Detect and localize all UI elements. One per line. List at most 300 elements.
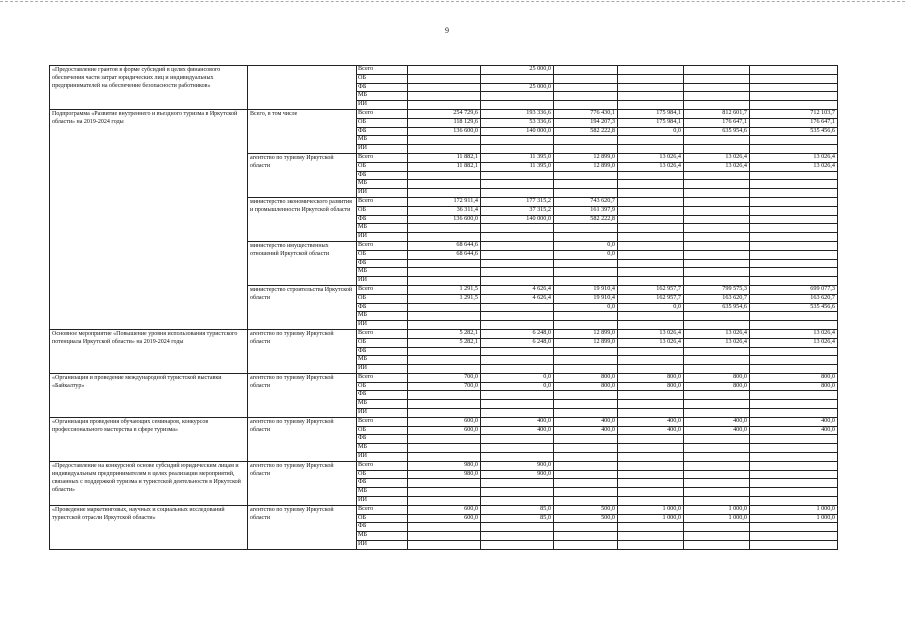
amount-cell xyxy=(684,312,750,321)
amount-cell xyxy=(408,409,481,418)
funding-source-cell: ФБ xyxy=(357,391,408,400)
program-name-cell: Подпрограмма «Развитие внутреннего и въездного туризма в Иркутской области» на 2019-2024 годы xyxy=(50,109,248,329)
amount-cell xyxy=(750,479,838,488)
amount-cell xyxy=(618,197,684,206)
amount-cell xyxy=(750,347,838,356)
amount-cell xyxy=(408,92,481,101)
funding-source-cell: ФБ xyxy=(357,435,408,444)
amount-cell: 1 000,0 xyxy=(618,514,684,523)
amount-cell xyxy=(554,321,618,330)
amount-cell xyxy=(408,303,481,312)
amount-cell xyxy=(554,312,618,321)
amount-cell xyxy=(684,347,750,356)
amount-cell xyxy=(481,321,554,330)
amount-cell: 193 336,6 xyxy=(481,109,554,118)
amount-cell xyxy=(684,136,750,145)
amount-cell: 11 395,0 xyxy=(481,153,554,162)
executor-cell: агентство по туризму Иркутской области xyxy=(248,461,357,505)
amount-cell xyxy=(408,83,481,92)
amount-cell: 0,0 xyxy=(554,303,618,312)
amount-cell xyxy=(481,101,554,110)
amount-cell: 500,0 xyxy=(554,505,618,514)
amount-cell xyxy=(481,400,554,409)
executor-cell: агентство по туризму Иркутской области xyxy=(248,417,357,461)
amount-cell: 12 899,0 xyxy=(554,162,618,171)
amount-cell: 37 315,2 xyxy=(481,206,554,215)
amount-cell: 400,0 xyxy=(684,426,750,435)
amount-cell xyxy=(554,171,618,180)
amount-cell xyxy=(618,92,684,101)
amount-cell xyxy=(408,444,481,453)
amount-cell xyxy=(554,365,618,374)
amount-cell xyxy=(750,532,838,541)
amount-cell xyxy=(554,277,618,286)
amount-cell xyxy=(408,224,481,233)
amount-cell xyxy=(408,541,481,550)
table-row xyxy=(50,505,838,514)
funding-source-cell: ФБ xyxy=(357,127,408,136)
amount-cell: 19 910,4 xyxy=(554,294,618,303)
funding-source-cell: МБ xyxy=(357,180,408,189)
amount-cell xyxy=(684,92,750,101)
amount-cell xyxy=(750,224,838,233)
amount-cell xyxy=(481,391,554,400)
funding-source-cell: ФБ xyxy=(357,171,408,180)
amount-cell xyxy=(408,233,481,242)
amount-cell: 582 222,8 xyxy=(554,215,618,224)
amount-cell xyxy=(554,400,618,409)
funding-source-cell: МБ xyxy=(357,224,408,233)
amount-cell xyxy=(750,101,838,110)
amount-cell xyxy=(684,488,750,497)
amount-cell xyxy=(618,215,684,224)
executor-cell: министерство имущественных отношений Иркутской области xyxy=(248,241,357,285)
amount-cell: 600,0 xyxy=(408,505,481,514)
page-number: 9 xyxy=(445,26,449,35)
amount-cell xyxy=(408,488,481,497)
amount-cell xyxy=(408,391,481,400)
amount-cell xyxy=(481,277,554,286)
amount-cell xyxy=(618,409,684,418)
amount-cell xyxy=(750,277,838,286)
amount-cell: 162 957,7 xyxy=(618,285,684,294)
amount-cell: 13 026,4 xyxy=(618,153,684,162)
amount-cell xyxy=(408,365,481,374)
amount-cell xyxy=(684,391,750,400)
amount-cell: 68 644,6 xyxy=(408,250,481,259)
amount-cell xyxy=(684,215,750,224)
amount-cell xyxy=(554,541,618,550)
amount-cell: 5 282,1 xyxy=(408,329,481,338)
amount-cell: 254 729,6 xyxy=(408,109,481,118)
amount-cell xyxy=(554,83,618,92)
amount-cell: 800,0 xyxy=(750,382,838,391)
amount-cell xyxy=(408,268,481,277)
amount-cell xyxy=(618,180,684,189)
executor-cell xyxy=(248,66,357,110)
amount-cell xyxy=(750,180,838,189)
amount-cell xyxy=(750,541,838,550)
amount-cell: 535 456,6 xyxy=(750,303,838,312)
amount-cell xyxy=(481,312,554,321)
amount-cell xyxy=(750,453,838,462)
funding-source-cell: ОБ xyxy=(357,470,408,479)
amount-cell xyxy=(618,461,684,470)
amount-cell xyxy=(554,233,618,242)
amount-cell xyxy=(618,321,684,330)
amount-cell xyxy=(554,136,618,145)
amount-cell xyxy=(408,435,481,444)
amount-cell xyxy=(618,171,684,180)
amount-cell xyxy=(554,145,618,154)
amount-cell: 12 899,0 xyxy=(554,338,618,347)
amount-cell xyxy=(684,66,750,75)
program-name-cell: «Проведение маркетинговых, научных и социальных исследований туристской отрасли Иркутской области» xyxy=(50,505,248,549)
executor-cell: агентство по туризму Иркутской области xyxy=(248,373,357,417)
executor-cell: министерство строительства Иркутской области xyxy=(248,285,357,329)
amount-cell xyxy=(684,259,750,268)
funding-source-cell: Всего xyxy=(357,329,408,338)
amount-cell: 13 026,4 xyxy=(618,162,684,171)
amount-cell: 6 248,0 xyxy=(481,329,554,338)
funding-source-cell: Всего xyxy=(357,417,408,426)
amount-cell: 163 620,7 xyxy=(684,294,750,303)
amount-cell xyxy=(408,171,481,180)
program-name-cell: «Предоставление грантов в форме субсидий в целях финансового обеспечения части затрат юридических лиц и индивидуальных предпринимателей на обеспечение безопасности работников» xyxy=(50,66,248,110)
amount-cell xyxy=(684,74,750,83)
funding-source-cell: Всего xyxy=(357,153,408,162)
amount-cell xyxy=(481,189,554,198)
table-row xyxy=(50,66,838,75)
amount-cell xyxy=(750,523,838,532)
amount-cell xyxy=(750,215,838,224)
amount-cell xyxy=(408,180,481,189)
amount-cell xyxy=(481,497,554,506)
amount-cell: 4 626,4 xyxy=(481,294,554,303)
amount-cell xyxy=(618,523,684,532)
amount-cell: 176 647,1 xyxy=(684,118,750,127)
amount-cell: 25 000,0 xyxy=(481,83,554,92)
amount-cell: 582 222,8 xyxy=(554,127,618,136)
amount-cell xyxy=(750,435,838,444)
amount-cell xyxy=(684,101,750,110)
funding-source-cell: ФБ xyxy=(357,259,408,268)
funding-source-cell: ФБ xyxy=(357,215,408,224)
amount-cell: 1 000,0 xyxy=(684,505,750,514)
amount-cell xyxy=(684,206,750,215)
amount-cell xyxy=(554,66,618,75)
amount-cell xyxy=(684,479,750,488)
funding-source-cell: ОБ xyxy=(357,250,408,259)
program-name-cell: «Организация проведения обучающих семинаров, конкурсов профессионального мастерства в сфере туризма» xyxy=(50,417,248,461)
amount-cell xyxy=(684,268,750,277)
amount-cell xyxy=(684,197,750,206)
amount-cell xyxy=(618,268,684,277)
amount-cell xyxy=(684,409,750,418)
amount-cell xyxy=(750,197,838,206)
amount-cell xyxy=(750,189,838,198)
amount-cell xyxy=(750,171,838,180)
amount-cell xyxy=(408,497,481,506)
amount-cell: 11 395,0 xyxy=(481,162,554,171)
amount-cell: 68 644,6 xyxy=(408,241,481,250)
program-name-cell: «Организация и проведение международной туристской выставки «Байкалтур» xyxy=(50,373,248,417)
amount-cell xyxy=(408,321,481,330)
funding-source-cell: ИИ xyxy=(357,189,408,198)
amount-cell xyxy=(481,541,554,550)
amount-cell xyxy=(481,241,554,250)
amount-cell xyxy=(618,444,684,453)
table-row xyxy=(50,109,838,118)
amount-cell xyxy=(481,488,554,497)
amount-cell: 53 336,6 xyxy=(481,118,554,127)
funding-source-cell: ФБ xyxy=(357,347,408,356)
amount-cell: 635 954,6 xyxy=(684,303,750,312)
amount-cell xyxy=(618,497,684,506)
amount-cell: 140 000,0 xyxy=(481,215,554,224)
amount-cell: 800,0 xyxy=(554,382,618,391)
amount-cell: 635 954,6 xyxy=(684,127,750,136)
amount-cell: 0,0 xyxy=(554,241,618,250)
amount-cell xyxy=(618,206,684,215)
amount-cell xyxy=(408,189,481,198)
amount-cell xyxy=(408,347,481,356)
amount-cell xyxy=(684,83,750,92)
amount-cell: 400,0 xyxy=(750,426,838,435)
executor-cell: агентство по туризму Иркутской области xyxy=(248,505,357,549)
amount-cell xyxy=(750,356,838,365)
program-name-cell: Основное мероприятие «Повышение уровня использования туристского потенциала Иркутской области» на 2019-2024 годы xyxy=(50,329,248,373)
amount-cell: 0,0 xyxy=(481,373,554,382)
amount-cell xyxy=(408,532,481,541)
funding-source-cell: ОБ xyxy=(357,118,408,127)
funding-source-cell: Всего xyxy=(357,66,408,75)
amount-cell: 0,0 xyxy=(481,382,554,391)
amount-cell xyxy=(554,391,618,400)
executor-cell: министерство экономического развития и промышленности Иркутской области xyxy=(248,197,357,241)
amount-cell xyxy=(481,453,554,462)
amount-cell: 800,0 xyxy=(750,373,838,382)
amount-cell xyxy=(408,479,481,488)
amount-cell: 13 026,4 xyxy=(750,329,838,338)
funding-source-cell: МБ xyxy=(357,488,408,497)
amount-cell: 400,0 xyxy=(618,417,684,426)
amount-cell: 13 026,4 xyxy=(750,162,838,171)
amount-cell xyxy=(481,356,554,365)
amount-cell xyxy=(554,74,618,83)
amount-cell xyxy=(481,145,554,154)
amount-cell xyxy=(554,101,618,110)
amount-cell xyxy=(481,233,554,242)
amount-cell: 400,0 xyxy=(481,417,554,426)
amount-cell xyxy=(618,391,684,400)
amount-cell: 175 984,1 xyxy=(618,118,684,127)
amount-cell xyxy=(618,241,684,250)
amount-cell: 13 026,4 xyxy=(750,153,838,162)
amount-cell: 4 626,4 xyxy=(481,285,554,294)
amount-cell xyxy=(684,532,750,541)
amount-cell xyxy=(750,66,838,75)
amount-cell xyxy=(481,259,554,268)
amount-cell xyxy=(408,453,481,462)
amount-cell xyxy=(750,461,838,470)
funding-source-cell: МБ xyxy=(357,532,408,541)
amount-cell xyxy=(618,66,684,75)
executor-cell: агентство по туризму Иркутской области xyxy=(248,329,357,373)
amount-cell xyxy=(481,409,554,418)
executor-cell: Всего, в том числе xyxy=(248,109,357,153)
amount-cell: 1 291,5 xyxy=(408,285,481,294)
amount-cell xyxy=(554,470,618,479)
amount-cell: 0,0 xyxy=(618,127,684,136)
amount-cell: 600,0 xyxy=(408,514,481,523)
amount-cell xyxy=(618,488,684,497)
amount-cell: 11 882,1 xyxy=(408,162,481,171)
funding-source-cell: Всего xyxy=(357,197,408,206)
amount-cell: 799 575,3 xyxy=(684,285,750,294)
amount-cell xyxy=(750,241,838,250)
amount-cell xyxy=(618,453,684,462)
amount-cell xyxy=(684,250,750,259)
amount-cell xyxy=(684,470,750,479)
amount-cell xyxy=(481,250,554,259)
amount-cell xyxy=(408,74,481,83)
funding-source-cell: ОБ xyxy=(357,338,408,347)
funding-source-cell: ИИ xyxy=(357,541,408,550)
amount-cell xyxy=(554,92,618,101)
amount-cell: 161 397,9 xyxy=(554,206,618,215)
amount-cell: 177 315,2 xyxy=(481,197,554,206)
amount-cell: 700,0 xyxy=(408,382,481,391)
amount-cell xyxy=(750,470,838,479)
amount-cell xyxy=(554,444,618,453)
amount-cell xyxy=(684,541,750,550)
funding-source-cell: ФБ xyxy=(357,303,408,312)
amount-cell xyxy=(750,250,838,259)
amount-cell: 176 647,1 xyxy=(750,118,838,127)
funding-source-cell: ИИ xyxy=(357,453,408,462)
amount-cell xyxy=(618,532,684,541)
amount-cell: 19 910,4 xyxy=(554,285,618,294)
amount-cell xyxy=(750,400,838,409)
funding-source-cell: ОБ xyxy=(357,294,408,303)
amount-cell xyxy=(554,189,618,198)
amount-cell: 5 282,1 xyxy=(408,338,481,347)
amount-cell: 12 899,0 xyxy=(554,153,618,162)
amount-cell: 25 000,0 xyxy=(481,66,554,75)
amount-cell: 535 456,6 xyxy=(750,127,838,136)
amount-cell xyxy=(618,541,684,550)
amount-cell xyxy=(554,461,618,470)
amount-cell xyxy=(481,136,554,145)
funding-table xyxy=(49,65,838,550)
amount-cell xyxy=(554,356,618,365)
amount-cell xyxy=(618,470,684,479)
amount-cell xyxy=(684,453,750,462)
funding-source-cell: ОБ xyxy=(357,162,408,171)
amount-cell xyxy=(750,268,838,277)
amount-cell xyxy=(408,523,481,532)
amount-cell xyxy=(481,435,554,444)
amount-cell xyxy=(481,303,554,312)
funding-source-cell: ИИ xyxy=(357,321,408,330)
amount-cell xyxy=(618,400,684,409)
amount-cell xyxy=(481,365,554,374)
amount-cell: 980,0 xyxy=(408,470,481,479)
amount-cell: 13 026,4 xyxy=(684,153,750,162)
funding-source-cell: ИИ xyxy=(357,497,408,506)
amount-cell xyxy=(554,479,618,488)
amount-cell xyxy=(750,321,838,330)
amount-cell: 85,0 xyxy=(481,505,554,514)
amount-cell xyxy=(481,444,554,453)
amount-cell: 118 129,6 xyxy=(408,118,481,127)
amount-cell: 11 882,1 xyxy=(408,153,481,162)
funding-source-cell: ИИ xyxy=(357,409,408,418)
amount-cell xyxy=(618,101,684,110)
amount-cell xyxy=(684,189,750,198)
amount-cell: 13 026,4 xyxy=(618,329,684,338)
amount-cell: 800,0 xyxy=(618,373,684,382)
amount-cell: 194 207,3 xyxy=(554,118,618,127)
amount-cell: 36 311,4 xyxy=(408,206,481,215)
page-top-rule xyxy=(0,1,905,2)
amount-cell xyxy=(554,347,618,356)
amount-cell xyxy=(618,224,684,233)
amount-cell: 400,0 xyxy=(618,426,684,435)
amount-cell: 700,0 xyxy=(408,373,481,382)
amount-cell: 712 103,7 xyxy=(750,109,838,118)
amount-cell xyxy=(684,497,750,506)
amount-cell: 13 026,4 xyxy=(684,162,750,171)
amount-cell xyxy=(684,171,750,180)
amount-cell xyxy=(554,268,618,277)
amount-cell xyxy=(618,145,684,154)
table-row xyxy=(50,417,838,426)
amount-cell: 776 430,1 xyxy=(554,109,618,118)
funding-source-cell: ФБ xyxy=(357,523,408,532)
amount-cell xyxy=(684,400,750,409)
funding-source-cell: МБ xyxy=(357,356,408,365)
amount-cell xyxy=(618,435,684,444)
amount-cell: 172 911,4 xyxy=(408,197,481,206)
amount-cell xyxy=(554,409,618,418)
amount-cell xyxy=(684,356,750,365)
amount-cell: 812 601,7 xyxy=(684,109,750,118)
amount-cell xyxy=(481,92,554,101)
funding-source-cell: МБ xyxy=(357,136,408,145)
amount-cell xyxy=(481,347,554,356)
amount-cell xyxy=(750,83,838,92)
amount-cell xyxy=(618,250,684,259)
amount-cell xyxy=(750,444,838,453)
funding-source-cell: МБ xyxy=(357,268,408,277)
table-row xyxy=(50,373,838,382)
amount-cell xyxy=(684,523,750,532)
amount-cell xyxy=(554,180,618,189)
amount-cell xyxy=(750,92,838,101)
amount-cell xyxy=(750,74,838,83)
amount-cell: 800,0 xyxy=(618,382,684,391)
amount-cell xyxy=(618,347,684,356)
amount-cell xyxy=(684,241,750,250)
amount-cell: 1 000,0 xyxy=(750,505,838,514)
amount-cell xyxy=(408,136,481,145)
amount-cell xyxy=(554,497,618,506)
amount-cell: 13 026,4 xyxy=(618,338,684,347)
amount-cell xyxy=(554,453,618,462)
amount-cell: 1 000,0 xyxy=(750,514,838,523)
